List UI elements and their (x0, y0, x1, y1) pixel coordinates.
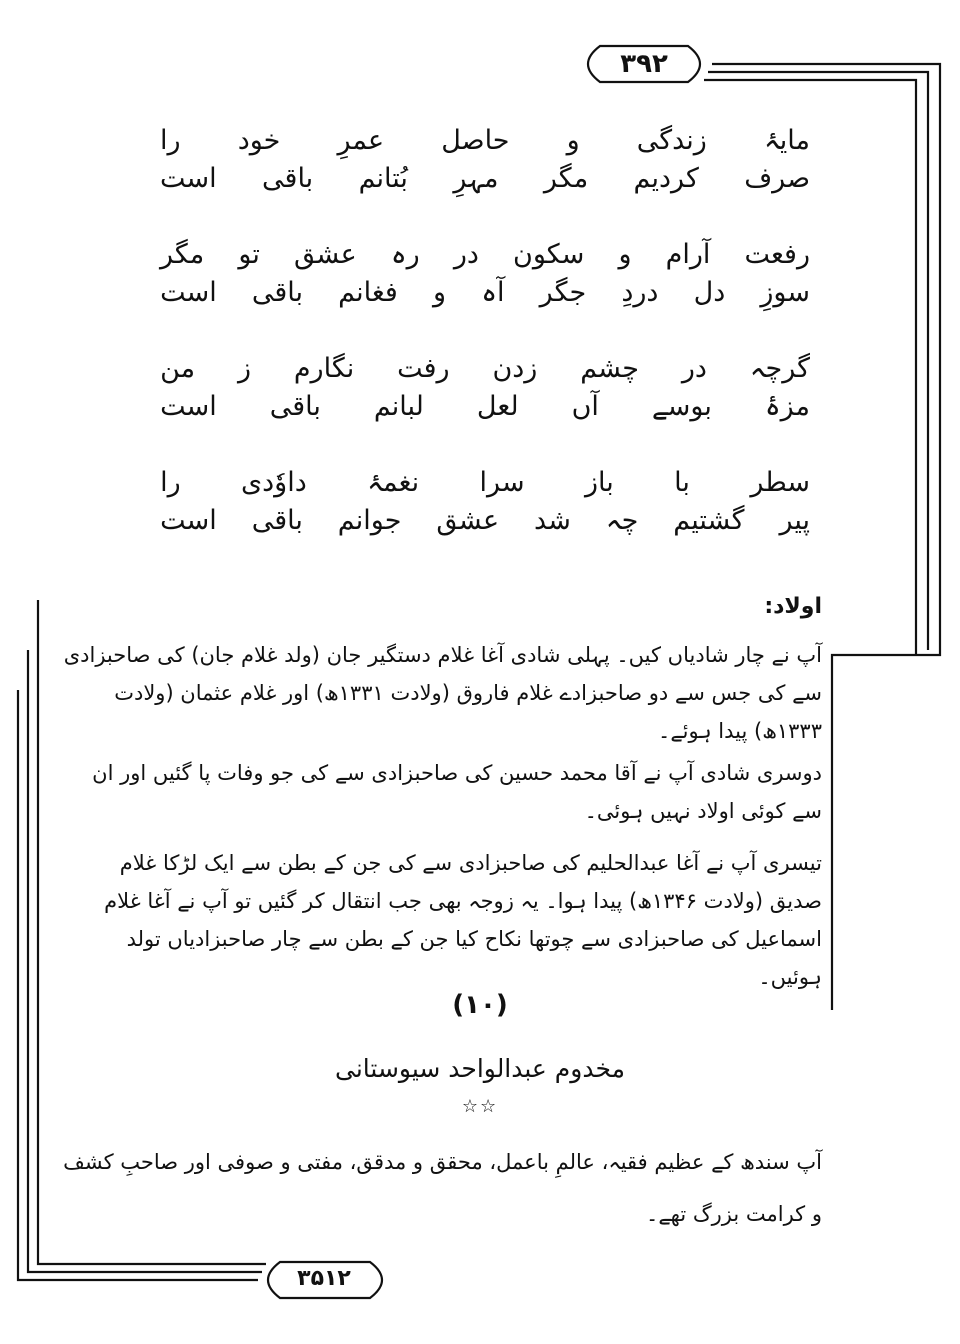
poem-word: دل (693, 277, 726, 308)
poem-word: نغمۂ (367, 467, 420, 498)
poem-word: و (432, 277, 447, 308)
poem-word: با (674, 467, 690, 498)
poem-word: شد (534, 505, 571, 536)
poem-word: مہرِ (453, 163, 499, 194)
poem-word: گرچہ (749, 353, 810, 384)
poem-word: سطر (750, 467, 810, 498)
poem-word: سوزِ (760, 277, 810, 308)
section-heading: اولاد: (764, 594, 822, 619)
poem-word: عشق (436, 505, 500, 536)
stars-ornament: ☆☆ (461, 1096, 499, 1117)
bottom-page-number: ۳۵۱۲ (297, 1265, 351, 1291)
paragraph-second-marriage: دوسری شادی آپ نے آقا محمد حسین کی صاحبزادی سے کی جو وفات پا گئیں اور ان سے کوئی اولاد نہیں ہوئی۔ (92, 761, 822, 823)
poem-word: مزۂ (764, 391, 810, 422)
poem-line (160, 160, 810, 198)
poem-word: جوانم (337, 505, 402, 536)
poem-line (160, 464, 810, 502)
poem-word: رفعت (744, 239, 810, 270)
top-page-number: ۳۹۲ (620, 49, 668, 79)
poem-word: لبانم (373, 391, 424, 422)
poem-word: من (160, 353, 196, 384)
poem-word: داوٗدی (241, 467, 307, 498)
poem-word: مگر (160, 239, 205, 270)
poem-word: آہ (481, 277, 505, 308)
poem-word: لعل (476, 391, 519, 422)
poem-word: خود (237, 125, 281, 156)
poem-word: کردیم (633, 163, 699, 194)
paragraph-third-marriage: تیسری آپ نے آغا عبدالحلیم کی صاحبزادی سے کی جن کے بطن سے ایک لڑکا غلام صدیق (ولادت ۱۳۴۶ھ) پیدا ہوا۔ یہ زوجہ بھی جب انتقال کر گئیں تو آپ نے آغا غلام اسماعیل کی صاحبزادی سے چوتھا نکاح کیا جن کے بطن سے چار صاحبزادیاں تولد ہوئیں۔ (104, 851, 822, 989)
poem-word: رفت (397, 353, 450, 384)
right-frame-connector (832, 640, 940, 1010)
poem-word: گشتیم (673, 505, 745, 536)
section-paragraphs (62, 636, 822, 996)
couplet (160, 350, 810, 426)
couplet (160, 236, 810, 312)
poem-word: عمرِ (337, 125, 385, 156)
poem-word: آں (571, 391, 599, 422)
poem-word: است (160, 505, 217, 536)
poem-word: چہ (605, 505, 639, 536)
poem-line (160, 274, 810, 312)
poem-word: آرام (665, 239, 711, 270)
poem-word: زدن (492, 353, 538, 384)
poem-word: رہ (390, 239, 420, 270)
poem-word: باقی (251, 505, 303, 536)
couplet (160, 122, 810, 198)
poem-word: فغانم (338, 277, 398, 308)
poem-word: تو (238, 239, 260, 270)
poem-word: باقی (251, 277, 304, 308)
entry-title: مخدوم عبدالواحد سیوستانی (335, 1054, 625, 1083)
poem-word: صرف (744, 163, 810, 194)
poem-line (160, 122, 810, 160)
poem-line (160, 388, 810, 426)
poem-line (160, 236, 810, 274)
poem-word: است (160, 277, 217, 308)
poem-word: پیر (779, 505, 810, 536)
poem-word: را (160, 125, 181, 156)
poem-word: مگر (543, 163, 589, 194)
poem-word: عشق (294, 239, 357, 270)
poem-word: است (160, 391, 217, 422)
entry-number: (۱۰) (452, 990, 508, 1020)
poem-line (160, 350, 810, 388)
poem-word: مایۂ (763, 125, 810, 156)
poem-word: چشم (580, 353, 639, 384)
poem-word: بُتانم (358, 163, 408, 194)
couplet (160, 464, 810, 540)
poem-word: بوسے (651, 391, 712, 422)
poem-word: جگر (539, 277, 587, 308)
poem-word: زندگی (636, 125, 707, 156)
poem-word: باقی (269, 391, 321, 422)
persian-poem (160, 122, 810, 578)
poem-word: را (160, 467, 181, 498)
poem-word: در (453, 239, 479, 270)
paragraph-first-marriage: آپ نے چار شادیاں کیں۔ پہلی شادی آغا غلام دستگیر جان (ولد غلام جان) کی صاحبزادی سے کی جس سے دو صاحبزادے غلام فاروق (ولادت ۱۳۳۱ھ) اور غلام عثمان (ولادت ۱۳۳۳ھ) پیدا ہوئے۔ (63, 643, 822, 743)
poem-word: باز (584, 467, 614, 498)
poem-word: حاصل (441, 125, 510, 156)
poem-word: نگارم (293, 353, 355, 384)
poem-word: و (566, 125, 580, 156)
poem-word: ز (237, 353, 251, 384)
poem-word: است (160, 163, 217, 194)
poem-word: در (681, 353, 707, 384)
poem-word: باقی (262, 163, 314, 194)
entry-body: آپ سندھ کے عظیم فقیہ، عالمِ باعمل، محقق و مدقق، مفتی و صوفی اور صاحبِ کشف و کرامت بزرگ تھے۔ (63, 1150, 822, 1226)
poem-word: و (618, 239, 632, 270)
poem-word: سکون (513, 239, 585, 270)
poem-word: سرا (479, 467, 525, 498)
poem-word: دردِ (621, 277, 659, 308)
poem-line (160, 502, 810, 540)
